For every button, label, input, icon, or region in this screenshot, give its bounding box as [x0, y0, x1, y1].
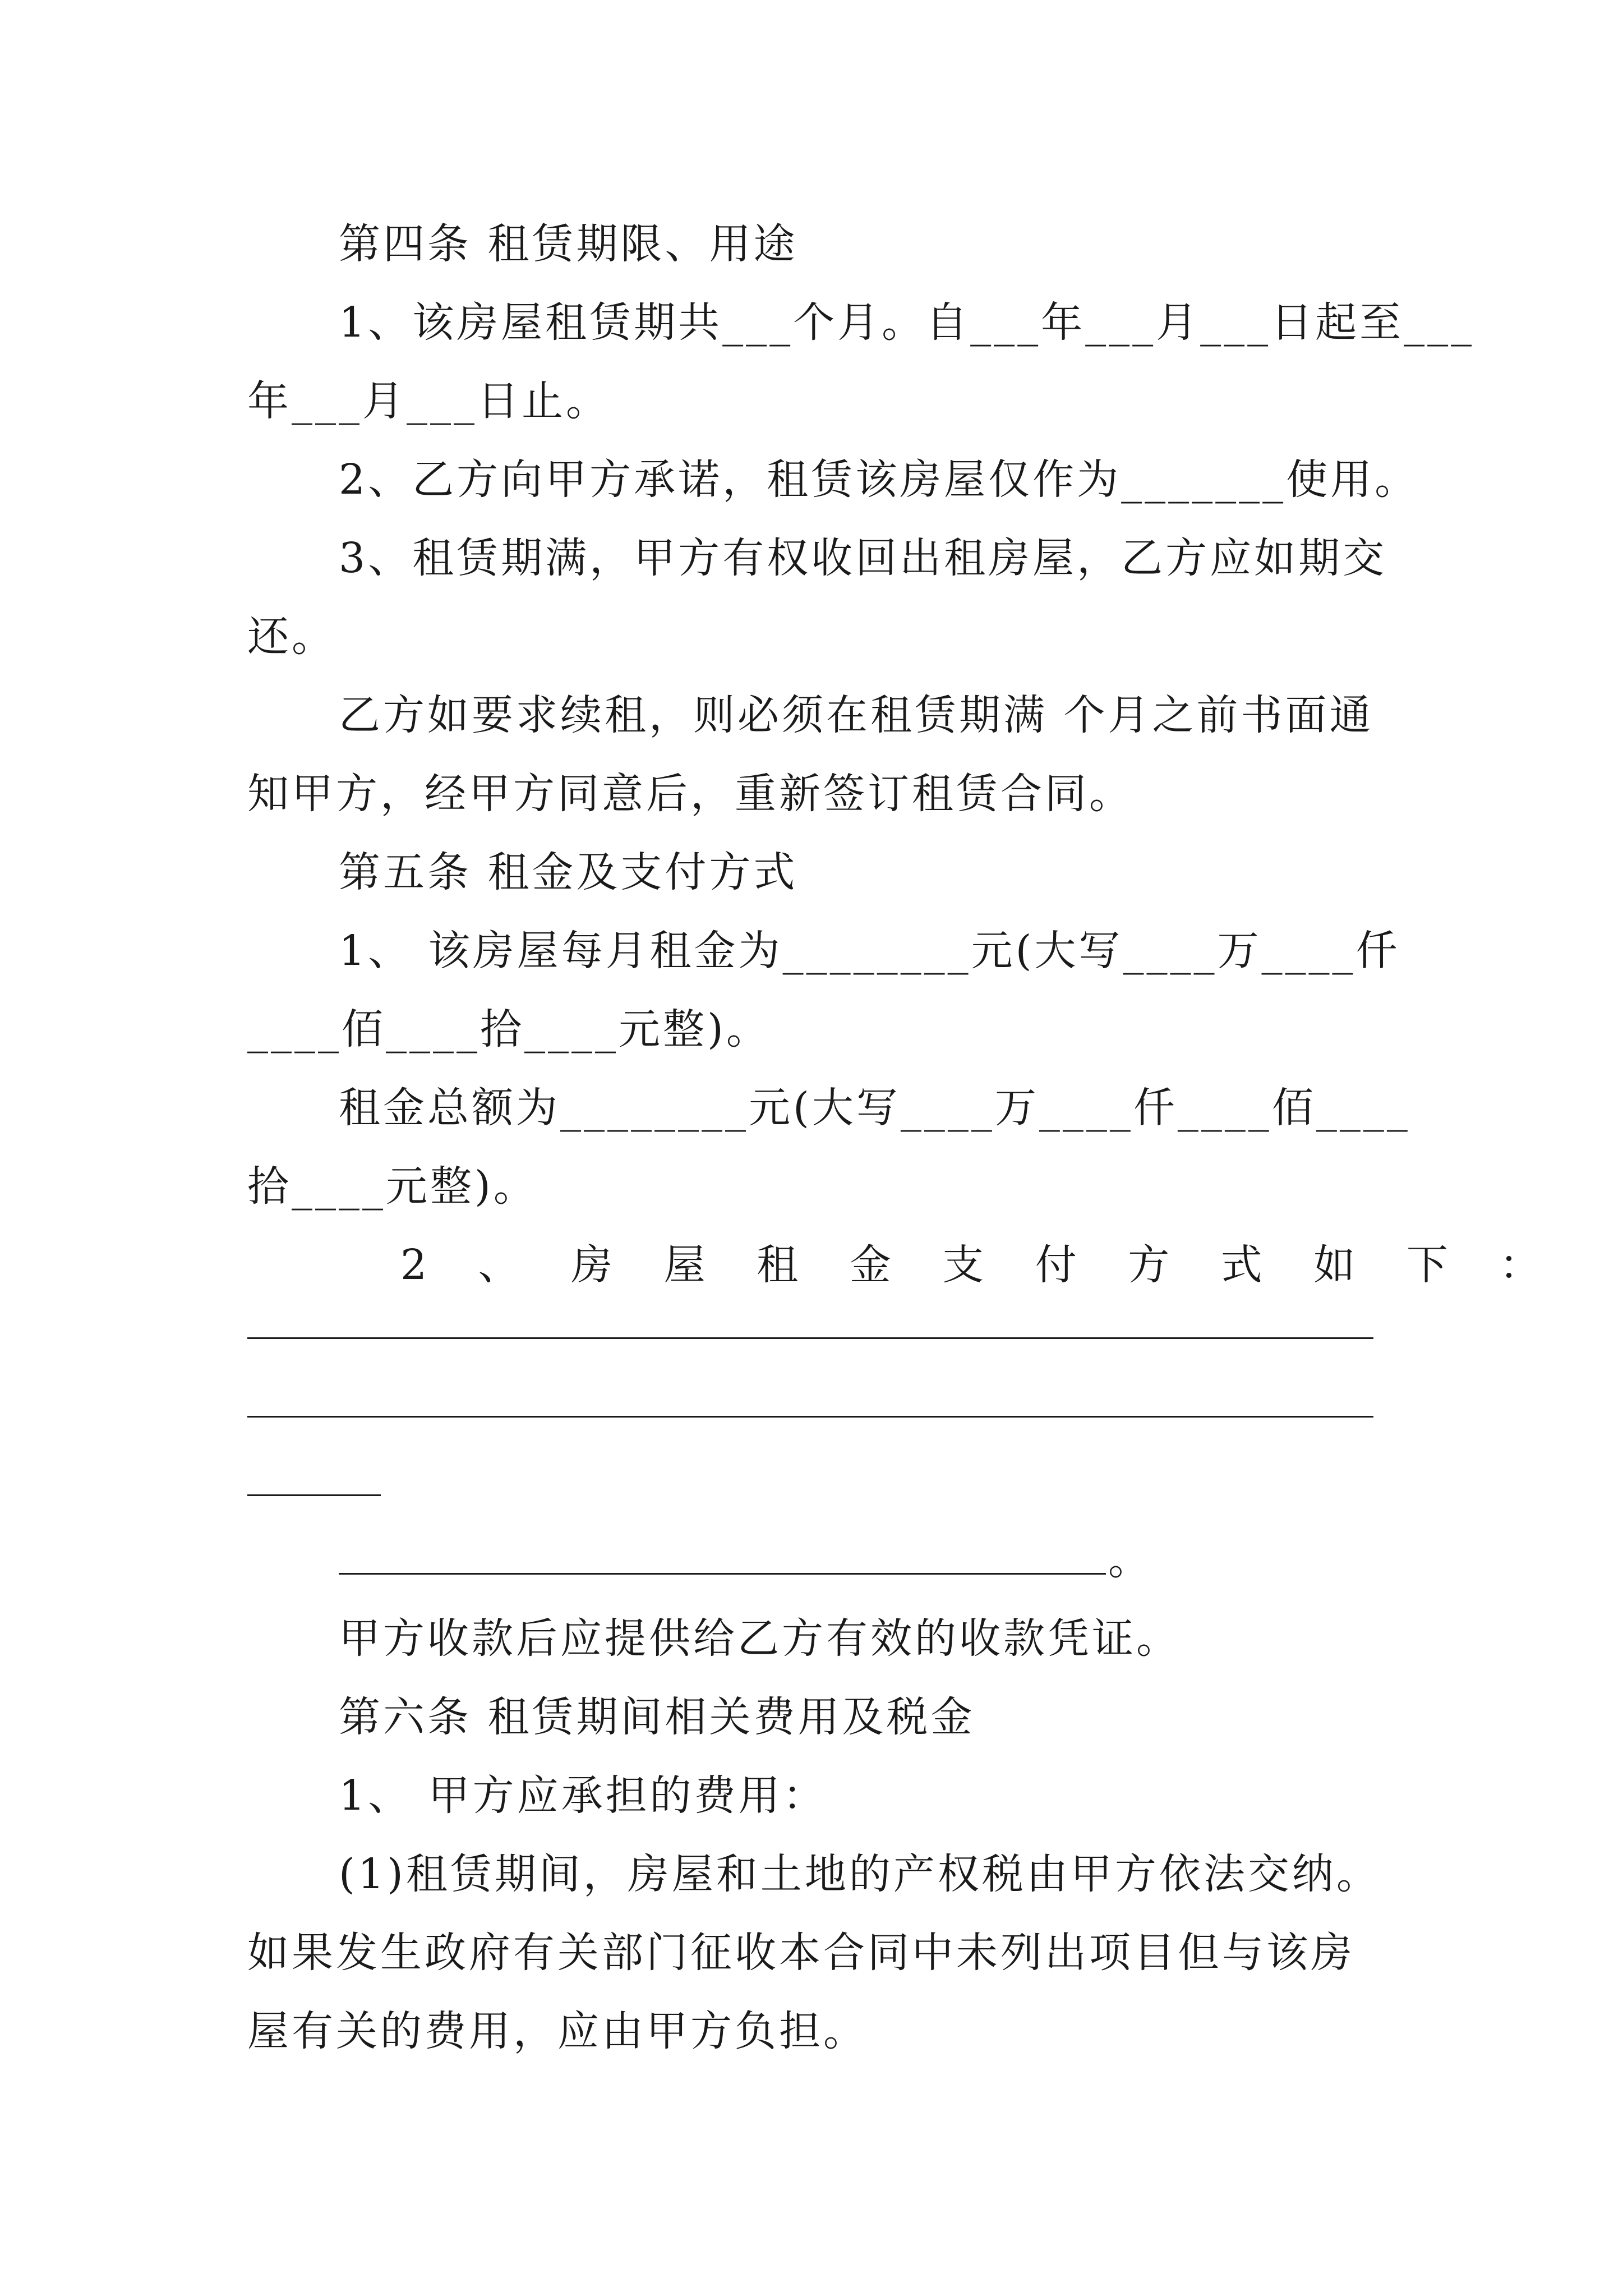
paragraph-line: ____佰____拾____元整)。 [247, 1005, 771, 1053]
paragraph-line: (1)租赁期间，房屋和土地的产权税由甲方依法交纳。 [339, 1850, 1381, 1898]
paragraph-line: 年___月___日止。 [247, 377, 610, 425]
paragraph-line: 还。 [247, 613, 336, 661]
paragraph-line: 知甲方，经甲方同意后，重新签订租赁合同。 [247, 770, 1133, 818]
paragraph-line: 如果发生政府有关部门征收本合同中未列出项目但与该房 [247, 1929, 1355, 1977]
article-5-heading: 第五条 租金及支付方式 [339, 848, 798, 896]
payment-method-line: 2 、 房 屋 租 金 支 付 方 式 如 下 ： [400, 1241, 1560, 1289]
paragraph-line: 1、该房屋租赁期共___个月。自___年___月___日起至___ [339, 298, 1475, 347]
paragraph-line: 拾____元整)。 [247, 1162, 538, 1211]
blank-line [247, 1416, 1373, 1418]
blank-line [339, 1573, 1106, 1575]
article-6-heading: 第六条 租赁期间相关费用及税金 [339, 1693, 975, 1741]
paragraph-line: 屋有关的费用，应由甲方负担。 [247, 2007, 868, 2055]
paragraph-line: 甲方收款后应提供给乙方有效的收款凭证。 [339, 1614, 1181, 1663]
article-4-heading: 第四条 租赁期限、用途 [339, 220, 798, 268]
blank-line [247, 1337, 1373, 1339]
paragraph-line: 1、 甲方应承担的费用： [339, 1772, 827, 1820]
paragraph-line: 乙方如要求续租，则必须在租赁期满 个月之前书面通 [339, 691, 1374, 739]
paragraph-line: 。 [1108, 1536, 1152, 1584]
paragraph-line: 2、乙方向甲方承诺，租赁该房屋仅作为_______使用。 [339, 455, 1419, 504]
paragraph-line: 1、 该房屋每月租金为________元(大写____万____仟 [339, 927, 1400, 975]
paragraph-line: 3、租赁期满，甲方有权收回出租房屋，乙方应如期交 [339, 534, 1387, 582]
blank-line [247, 1494, 381, 1496]
paragraph-line: 租金总额为________元(大写____万____仟____佰____ [339, 1084, 1410, 1132]
